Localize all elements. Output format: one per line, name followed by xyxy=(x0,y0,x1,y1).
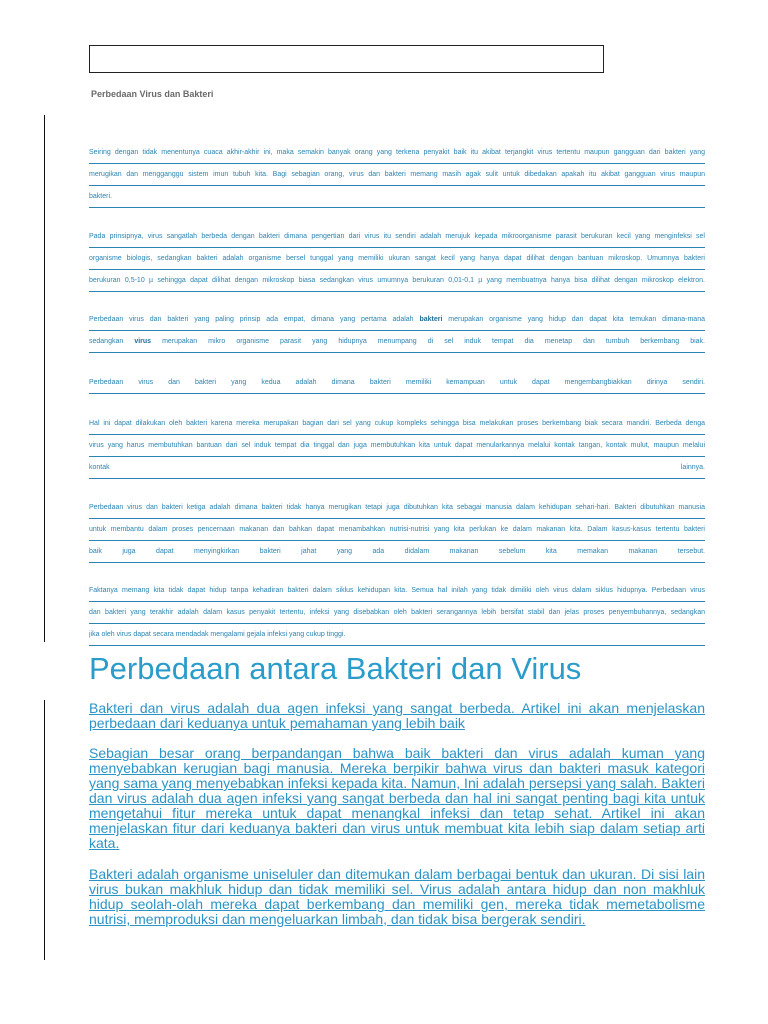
left-rule-upper xyxy=(44,115,45,642)
line[interactable]: bakteri. xyxy=(89,186,705,208)
small-paragraph-5[interactable] xyxy=(89,413,705,479)
line[interactable]: untuk membantu dalam proses pencernaan makanan dan bahkan dapat menambahkan nutrisi-nutrisi yang kita perlukan ke dalam makanan kita. Dalam kasus-kasus tertentu bakteri xyxy=(89,519,705,541)
line[interactable]: dan bakteri yang terakhir adalah dalam kasus penyakit tertentu, infeksi yang disebabkan oleh bakteri serangannya lebih bersifat stabil dan jelas proses penyembuhannya, sedangkan xyxy=(89,602,705,624)
paragraph-text[interactable] xyxy=(89,580,705,646)
line[interactable]: berukuran 0,5-10 µ sehingga dapat dilihat dengan mikroskop biasa sedangkan virus umumnya berukuran 0,01-0,1 µ yang membuatnya hanya bisa dilihat dengan mikroskop elektron. xyxy=(89,270,705,292)
small-paragraph-6[interactable] xyxy=(89,497,705,563)
line[interactable]: Pada prinsipnya, virus sangatlah berbeda dengan bakteri dimana pengertian dari virus itu sendiri adalah merujuk kepada mikroorganisme parasit berukuran kecil yang menginfeksi sel xyxy=(89,226,705,248)
top-empty-box xyxy=(89,45,604,73)
small-paragraph-7[interactable] xyxy=(89,580,705,646)
small-paragraph-3[interactable] xyxy=(89,309,705,353)
line[interactable]: Perbedaan virus dan bakteri ketiga adalah dimana bakteri tidak hanya merugikan tetapi juga dibutuhkan kita sebagai manusia dalam kehidupan sehari-hari. Bakteri dibutuhkan manusia xyxy=(89,497,705,519)
main-heading: Perbedaan antara Bakteri dan Virus xyxy=(89,651,582,686)
big-paragraph-1[interactable] xyxy=(89,701,705,731)
line[interactable]: merugikan dan mengganggu sistem imun tubuh kita. Bagi sebagian orang, virus dan bakteri memang masih agak sulit untuk dibedakan apakah itu akibat gangguan virus maupun xyxy=(89,164,705,186)
bold-term: virus xyxy=(134,338,152,345)
small-paragraph-2[interactable] xyxy=(89,226,705,292)
line[interactable]: jika oleh virus dapat secara mendadak mengalami gejala infeksi yang cukup tinggi. xyxy=(89,624,705,646)
big-paragraph-2[interactable] xyxy=(89,746,705,851)
line[interactable]: baik juga dapat menyingkirkan bakteri jahat yang ada didalam makanan sebelum kita memakan makanan tersebut. xyxy=(89,541,705,563)
paragraph-text[interactable] xyxy=(89,372,705,394)
paragraph-text[interactable]: Bakteri dan virus adalah dua agen infeksi yang sangat berbeda. Artikel ini akan menjelaskan perbedaan dari keduanya untuk pemahaman yang lebih baik xyxy=(89,700,705,731)
line[interactable]: Hal ini dapat dilakukan oleh bakteri karena mereka merupakan bagian dari sel yang cukup kompleks sehingga bisa melakukan proses berkembang biak secara mandiri. Berbeda denga xyxy=(89,413,705,435)
small-paragraph-4[interactable] xyxy=(89,372,705,394)
doc-title: Perbedaan Virus dan Bakteri xyxy=(91,89,214,99)
line[interactable]: virus yang harus membutuhkan bantuan dari sel induk tempat dia tinggal dan juga membutuhkan kita untuk dapat menularkannya melalui kontak tangan, kontak mulut, maupun melalui xyxy=(89,435,705,457)
big-paragraph-3[interactable] xyxy=(89,867,705,927)
line[interactable]: Seiring dengan tidak menentunya cuaca akhir-akhir ini, maka semakin banyak orang yang terkena penyakit baik itu akibat terjangkit virus tertentu maupun gangguan dari bakteri yang xyxy=(89,142,705,164)
line[interactable]: Faktanya memang kita tidak dapat hidup tanpa kehadiran bakteri dalam siklus kehidupan kita. Semua hal inilah yang tidak dimiliki oleh virus dalam siklus hidupnya. Perbedaan virus xyxy=(89,580,705,602)
left-rule-lower xyxy=(44,700,45,960)
line[interactable]: kontak lainnya. xyxy=(89,457,705,479)
line[interactable]: Perbedaan virus dan bakteri yang kedua adalah dimana bakteri memiliki kemampuan untuk dapat mengembangbiakkan dirinya sendiri. xyxy=(89,372,705,394)
bold-term: bakteri xyxy=(419,316,443,323)
line[interactable]: organisme biologis, sedangkan bakteri adalah organisme bersel tunggal yang memiliki ukuran sangat kecil yang hanya dapat dilihat dengan bantuan mikroskop. Umumnya bakteri xyxy=(89,248,705,270)
line[interactable]: Perbedaan virus dan bakteri yang paling prinsip ada empat, dimana yang pertama adalah bakteri merupakan organisme yang hidup dan dapat kita temukan dimana-mana xyxy=(89,309,705,331)
paragraph-text[interactable] xyxy=(89,497,705,563)
paragraph-text[interactable] xyxy=(89,309,705,353)
paragraph-text[interactable] xyxy=(89,226,705,292)
small-paragraph-1[interactable] xyxy=(89,142,705,208)
line[interactable]: sedangkan virus merupakan mikro organisme parasit yang hidupnya menumpang di sel induk tempat dia menetap dan tumbuh berkembang biak. xyxy=(89,331,705,353)
paragraph-text[interactable]: Bakteri adalah organisme uniseluler dan ditemukan dalam berbagai bentuk dan ukuran. Di sisi lain virus bukan makhluk hidup dan tidak memiliki sel. Virus adalah antara hidup dan non makhluk hidup seolah-olah mereka dapat berkembang dan memiliki gen, mereka tidak memetabolisme nutrisi, memproduksi dan mengeluarkan limbah, dan tidak bisa bergerak sendiri. xyxy=(89,866,705,927)
paragraph-text[interactable] xyxy=(89,413,705,479)
paragraph-text[interactable] xyxy=(89,142,705,208)
paragraph-text[interactable]: Sebagian besar orang berpandangan bahwa baik bakteri dan virus adalah kuman yang menyebabkan kerugian bagi manusia. Mereka berpikir bahwa virus dan bakteri masuk kategori yang sama yang menyebabkan infeksi kepada kita. Namun, Ini adalah persepsi yang salah. Bakteri dan virus adalah dua agen infeksi yang sangat berbeda dan hal ini sangat penting bagi kita untuk mengetahui fitur mereka untuk dapat menangkal infeksi dan tetap sehat. Artikel ini akan menjelaskan fitur dari keduanya bakteri dan virus untuk membuat kita lebih siap dalam setiap arti kata. xyxy=(89,745,705,851)
